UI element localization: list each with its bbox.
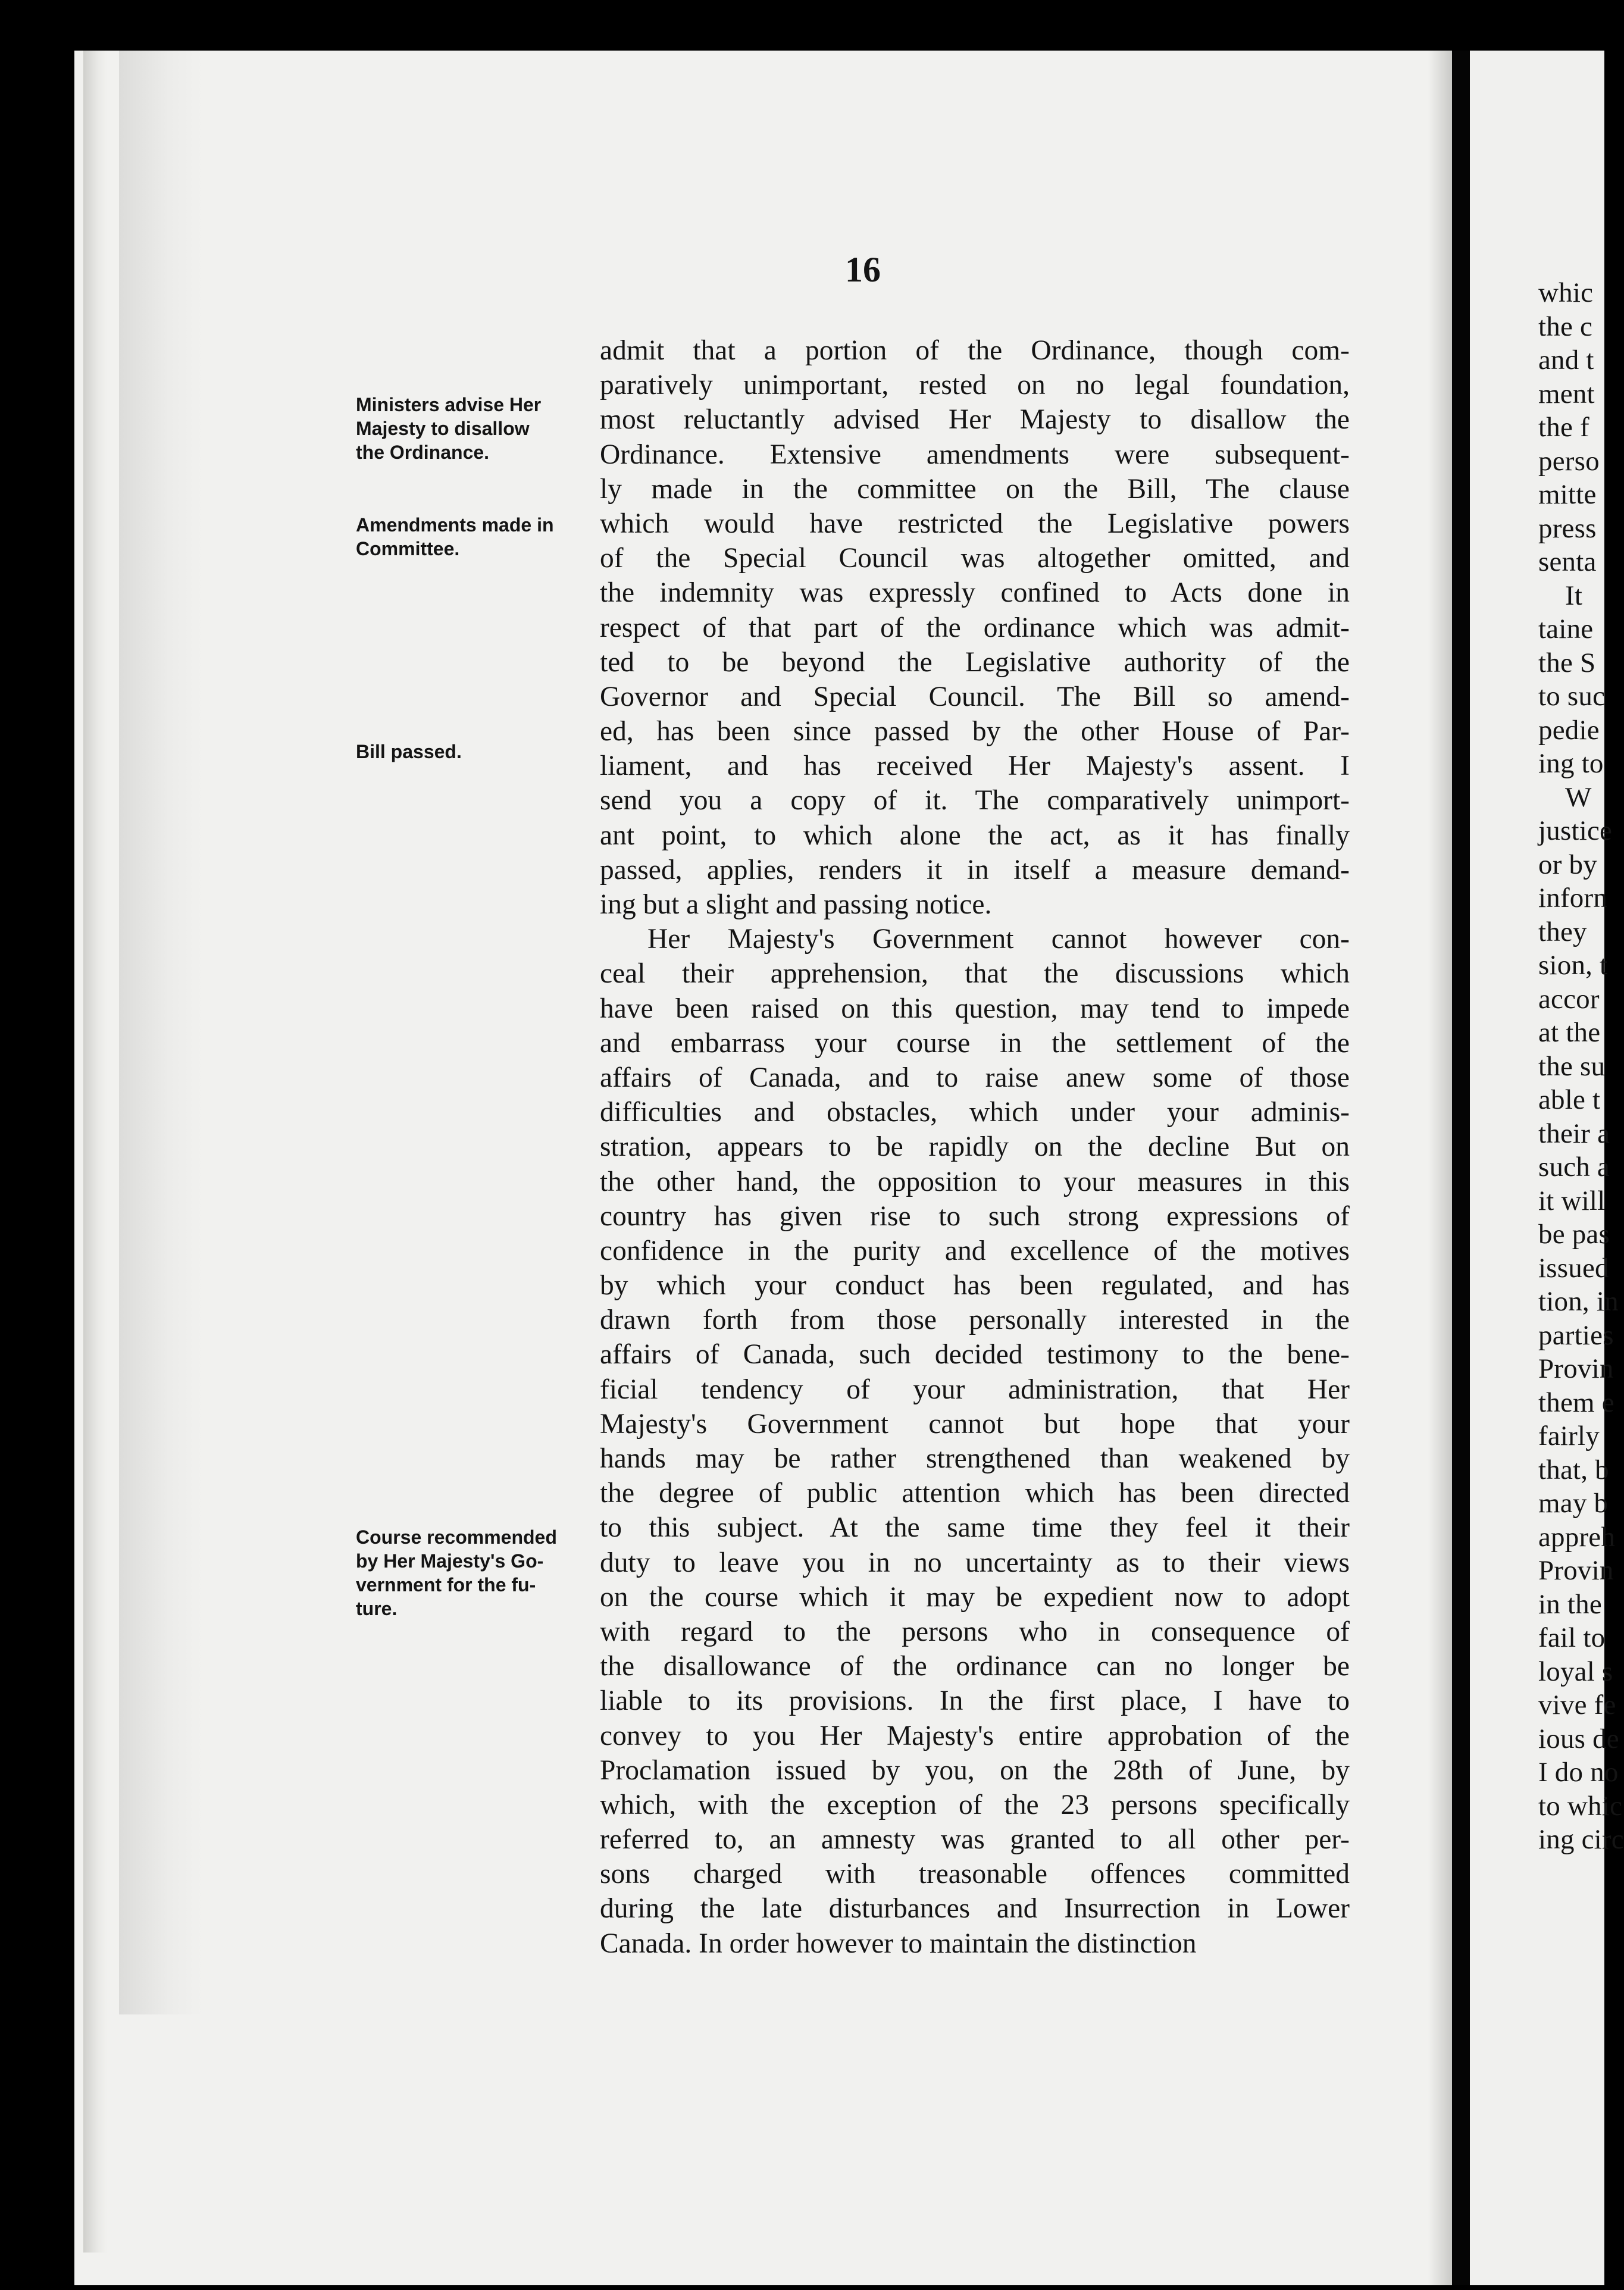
body-text-line: of the Special Council was altogether omitted, and bbox=[600, 543, 1350, 574]
body-text-line: have been raised on this question, may tend to impede bbox=[600, 993, 1350, 1024]
facing-page-line: such a bbox=[1538, 1152, 1610, 1182]
facing-page-line: issued bbox=[1538, 1252, 1609, 1284]
facing-page-line: able t bbox=[1538, 1084, 1601, 1115]
body-text-line: passed, applies, renders it in itself a measure demand- bbox=[600, 854, 1350, 886]
body-text-line: with regard to the persons who in consequence of bbox=[600, 1616, 1350, 1647]
margin-note-line: Bill passed. bbox=[356, 741, 462, 762]
facing-page-line: the S bbox=[1538, 647, 1596, 678]
body-text-line: admit that a portion of the Ordinance, though com- bbox=[600, 335, 1350, 366]
body-text-line: ed, has been since passed by the other House of Par- bbox=[600, 716, 1350, 747]
facing-page-line: fail to bbox=[1538, 1622, 1606, 1653]
body-text-line: hands may be rather strengthened than weakened by bbox=[600, 1443, 1350, 1474]
body-text-line: Majesty's Government cannot but hope that your bbox=[600, 1408, 1350, 1440]
body-text-line: and embarrass your course in the settlement of the bbox=[600, 1027, 1350, 1059]
body-text-line: to this subject. At the same time they feel it their bbox=[600, 1512, 1350, 1544]
body-text-line: send you a copy of it. The comparatively unimport- bbox=[600, 785, 1350, 816]
body-text bbox=[600, 333, 1350, 1961]
facing-page-line: it will bbox=[1538, 1185, 1606, 1216]
page-number: 16 bbox=[845, 250, 881, 289]
facing-page-line: and t bbox=[1538, 345, 1594, 376]
facing-page-line: their a bbox=[1538, 1118, 1610, 1149]
body-text-line: Her Majesty's Government cannot however con- bbox=[647, 924, 1350, 955]
body-text-line: Governor and Special Council. The Bill so amend- bbox=[600, 681, 1350, 712]
body-text-line: most reluctantly advised Her Majesty to disallow the bbox=[600, 404, 1350, 436]
body-text-line: sons charged with treasonable offences committed bbox=[600, 1859, 1350, 1890]
margin-note-line: Course recommended bbox=[356, 1526, 557, 1548]
body-text-line: which, with the exception of the 23 persons specifically bbox=[600, 1789, 1350, 1820]
facing-page-line: mitte bbox=[1538, 479, 1597, 510]
facing-page-line: justice bbox=[1538, 815, 1613, 846]
facing-page-line: ing to bbox=[1538, 748, 1604, 779]
facing-page-line: taine bbox=[1538, 614, 1594, 645]
body-text-line: Ordinance. Extensive amendments were subsequent- bbox=[600, 439, 1350, 470]
body-text-line: ing but a slight and passing notice. bbox=[600, 889, 992, 920]
margin-note-line: by Her Majesty's Go- bbox=[356, 1550, 544, 1572]
facing-page-line: whic bbox=[1538, 277, 1594, 308]
body-text-line: which would have restricted the Legislative powers bbox=[600, 508, 1350, 539]
body-text-line: on the course which it may be expedient now to adopt bbox=[600, 1581, 1350, 1613]
facing-page-line: perso bbox=[1538, 445, 1600, 477]
margin-note-line: the Ordinance. bbox=[356, 442, 490, 463]
facing-page-line: in the bbox=[1538, 1588, 1602, 1620]
facing-page-line: fairly bbox=[1538, 1421, 1600, 1451]
margin-note-line: ture. bbox=[356, 1598, 398, 1619]
facing-page-line: senta bbox=[1538, 546, 1597, 577]
body-text-line: ted to be beyond the Legislative authority of the bbox=[600, 646, 1350, 678]
body-text-line: drawn forth from those personally interested in the bbox=[600, 1304, 1350, 1336]
facing-page-line: to suc bbox=[1538, 681, 1606, 712]
body-text-line: ant point, to which alone the act, as it has finally bbox=[600, 819, 1350, 851]
facing-page-line: they bbox=[1538, 916, 1587, 947]
page-gutter-shadow bbox=[1428, 51, 1452, 2285]
margin-note-line: Amendments made in bbox=[356, 514, 554, 536]
body-text-line: stration, appears to be rapidly on the decline But on bbox=[600, 1131, 1350, 1163]
body-text-line: the disallowance of the ordinance can no longer be bbox=[600, 1651, 1350, 1682]
facing-page-line: accor bbox=[1538, 983, 1600, 1015]
body-text-line: respect of that part of the ordinance which was admit- bbox=[600, 612, 1350, 643]
facing-page-line: may b bbox=[1538, 1488, 1609, 1519]
body-text-line: the indemnity was expressly confined to Acts done in bbox=[600, 577, 1350, 609]
facing-page-line: or by bbox=[1538, 849, 1597, 880]
body-text-line: confidence in the purity and excellence of the motives bbox=[600, 1235, 1350, 1266]
body-text-line: country has given rise to such strong expressions of bbox=[600, 1200, 1350, 1232]
facing-page-line: press bbox=[1538, 512, 1597, 544]
facing-page-line: parties bbox=[1538, 1319, 1614, 1351]
body-text-line: liable to its provisions. In the first place, I have to bbox=[600, 1685, 1350, 1717]
margin-note-amendments-made bbox=[356, 513, 594, 561]
margin-note-course-recommended bbox=[356, 1525, 594, 1620]
margin-note-line: Committee. bbox=[356, 538, 460, 559]
body-text-line: ly made in the committee on the Bill, The clause bbox=[600, 473, 1350, 505]
facing-page-line: them e bbox=[1538, 1387, 1614, 1418]
facing-page-line: I do no bbox=[1538, 1757, 1619, 1788]
facing-page-line: It bbox=[1565, 580, 1583, 611]
facing-page-line: that, b bbox=[1538, 1454, 1609, 1485]
body-text-line: ceal their apprehension, that the discussions which bbox=[600, 958, 1350, 990]
page-margin-strip bbox=[119, 51, 202, 2014]
facing-page-line: tion, in bbox=[1538, 1286, 1619, 1317]
page-edge-shadow bbox=[83, 51, 107, 2253]
facing-page-line: to whic bbox=[1538, 1790, 1623, 1822]
body-text-line: duty to leave you in no uncertainty as to their views bbox=[600, 1547, 1350, 1578]
body-text-line: affairs of Canada, such decided testimony to the bene- bbox=[600, 1339, 1350, 1371]
body-text-line: referred to, an amnesty was granted to all other per- bbox=[600, 1824, 1350, 1856]
body-text-line: ficial tendency of your administration, that Her bbox=[600, 1374, 1350, 1405]
facing-page-line: ing circ bbox=[1538, 1824, 1624, 1855]
margin-note-ministers-advise bbox=[356, 393, 594, 464]
body-text-line: Proclamation issued by you, on the 28th of June, by bbox=[600, 1754, 1350, 1786]
facing-page-line: inforn bbox=[1538, 883, 1608, 914]
body-text-line: during the late disturbances and Insurrection in Lower bbox=[600, 1893, 1350, 1925]
body-text-line: affairs of Canada, and to raise anew some of those bbox=[600, 1062, 1350, 1093]
margin-note-bill-passed bbox=[356, 740, 594, 764]
facing-page-fragment bbox=[1470, 51, 1624, 2285]
facing-page-line: Provin bbox=[1538, 1555, 1614, 1586]
body-text-line: the degree of public attention which has been directed bbox=[600, 1478, 1350, 1509]
margin-note-line: Majesty to disallow bbox=[356, 418, 530, 439]
body-text-line: by which your conduct has been regulated, and has bbox=[600, 1270, 1350, 1302]
facing-page-line: the c bbox=[1538, 311, 1593, 342]
facing-page-line: sion, t bbox=[1538, 950, 1608, 981]
facing-page-line: ment bbox=[1538, 378, 1595, 409]
page-gap bbox=[1452, 51, 1470, 2285]
margin-note-line: vernment for the fu- bbox=[356, 1574, 536, 1596]
facing-page-line: Provin bbox=[1538, 1353, 1614, 1384]
body-text-line: the other hand, the opposition to your measures in this bbox=[600, 1166, 1350, 1197]
body-text-line: Canada. In order however to maintain the distinction bbox=[600, 1928, 1197, 1959]
facing-page-line: appreh bbox=[1538, 1521, 1616, 1553]
body-text-line: convey to you Her Majesty's entire approbation of the bbox=[600, 1720, 1350, 1751]
facing-page-line: ious de bbox=[1538, 1723, 1619, 1754]
facing-page-line: at the bbox=[1538, 1017, 1601, 1048]
facing-page-line: be pas bbox=[1538, 1219, 1610, 1250]
facing-page-line: the f bbox=[1538, 412, 1589, 443]
body-text-line: liament, and has received Her Majesty's assent. I bbox=[600, 750, 1350, 782]
margin-note-line: Ministers advise Her bbox=[356, 394, 542, 415]
facing-page-line: vive fe bbox=[1538, 1690, 1616, 1720]
facing-page-line: W bbox=[1565, 781, 1592, 813]
body-text-line: paratively unimportant, rested on no legal foundation, bbox=[600, 370, 1350, 401]
facing-page-line: pedie bbox=[1538, 714, 1600, 746]
facing-page-line: loyal s bbox=[1538, 1656, 1613, 1687]
body-text-line: difficulties and obstacles, which under your adminis- bbox=[600, 1097, 1350, 1128]
facing-page-line: the su bbox=[1538, 1050, 1606, 1082]
